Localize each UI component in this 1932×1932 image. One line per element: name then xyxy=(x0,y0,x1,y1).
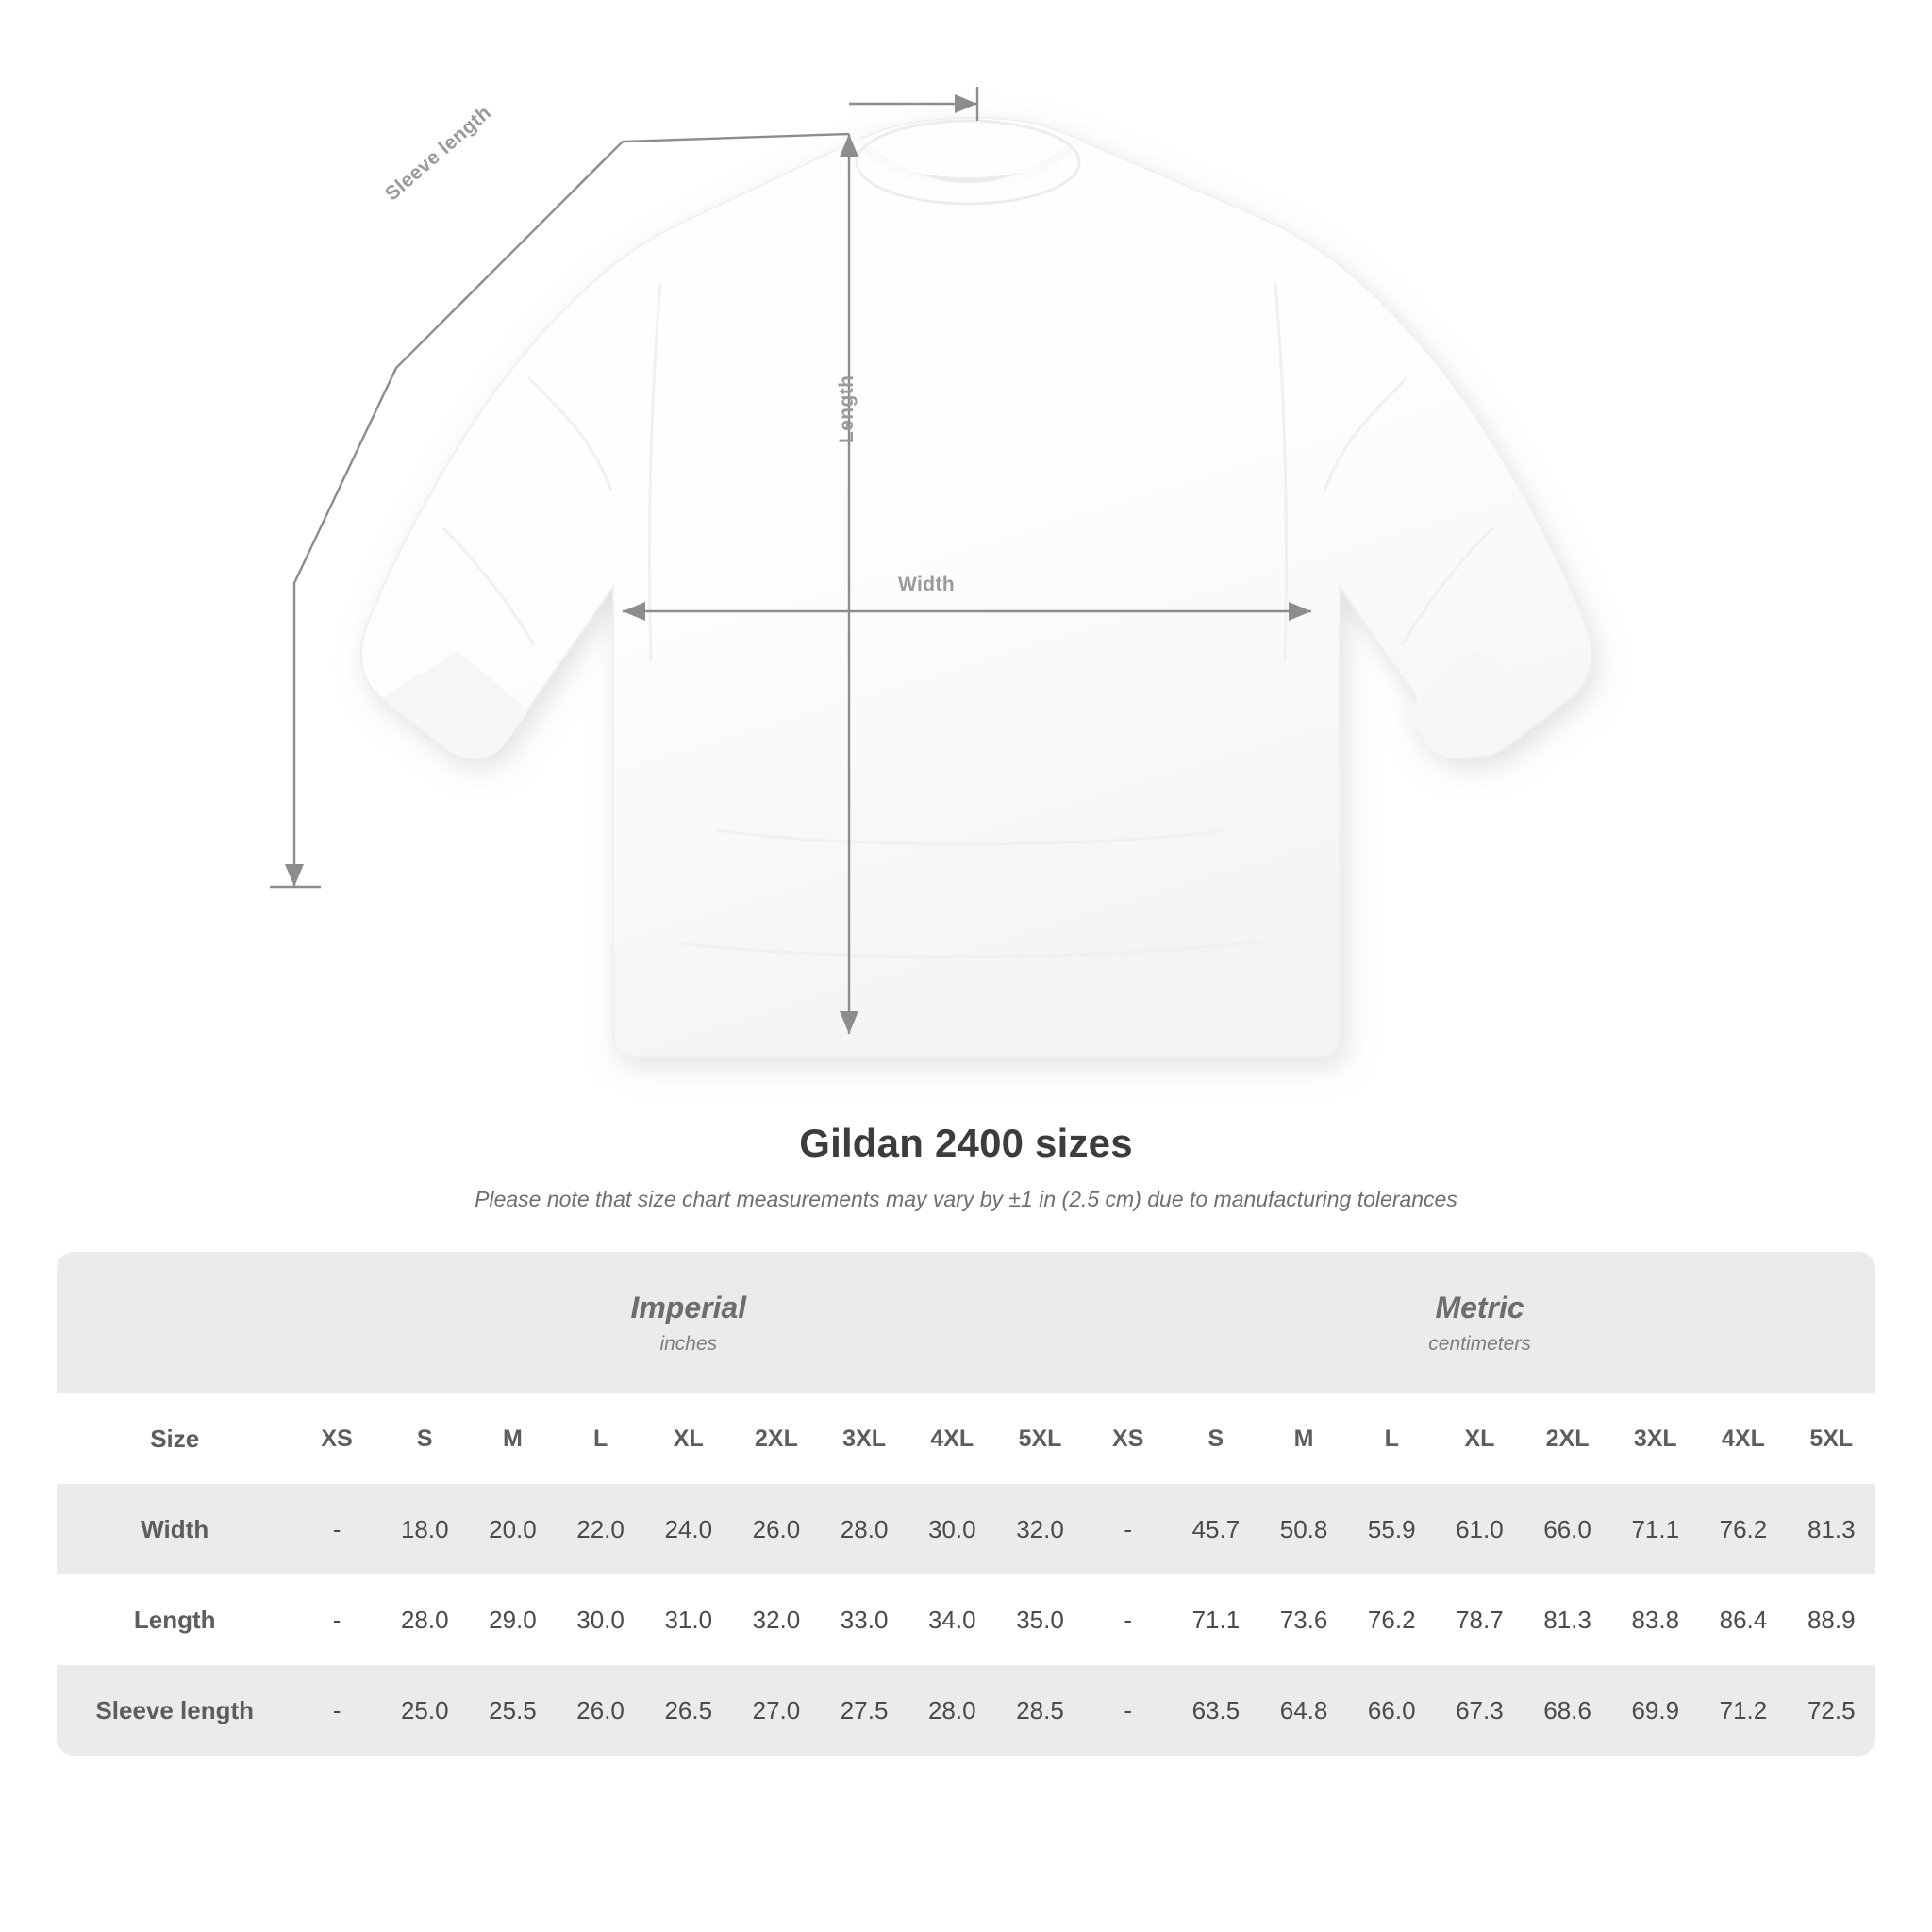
unit-name-imperial: Imperial xyxy=(630,1290,747,1324)
row-label-length: Length xyxy=(57,1574,292,1665)
size-header-metric-xs: XS xyxy=(1084,1393,1172,1484)
row-label-sleeve-length: Sleeve length xyxy=(57,1665,292,1756)
cell-length-imperial-3xl: 33.0 xyxy=(821,1574,908,1665)
cell-width-metric-4xl: 76.2 xyxy=(1699,1484,1787,1574)
cell-sleeve-imperial-xs: - xyxy=(292,1665,380,1756)
size-header-metric-2xl: 2XL xyxy=(1524,1393,1611,1484)
size-header-imperial-xs: XS xyxy=(292,1393,380,1484)
table-row-length xyxy=(57,1574,1875,1665)
cell-sleeve-metric-5xl: 72.5 xyxy=(1788,1665,1876,1756)
cell-length-metric-xs: - xyxy=(1084,1574,1172,1665)
cell-width-metric-xs: - xyxy=(1084,1484,1172,1574)
cell-length-imperial-l: 30.0 xyxy=(557,1574,644,1665)
cell-sleeve-imperial-5xl: 28.5 xyxy=(996,1665,1084,1756)
width-dimension-label: Width xyxy=(898,574,956,595)
size-header-imperial-4xl: 4XL xyxy=(908,1393,996,1484)
cell-width-metric-3xl: 71.1 xyxy=(1611,1484,1699,1574)
page-title: Gildan 2400 sizes xyxy=(799,1121,1133,1165)
cell-width-imperial-xl: 24.0 xyxy=(644,1484,732,1574)
cell-width-imperial-l: 22.0 xyxy=(557,1484,644,1574)
length-dimension-label: Length xyxy=(836,375,858,443)
cell-sleeve-imperial-s: 25.0 xyxy=(381,1665,469,1756)
cell-sleeve-metric-3xl: 69.9 xyxy=(1611,1665,1699,1756)
unit-sub-imperial: inches xyxy=(659,1332,718,1355)
size-header-metric-5xl: 5XL xyxy=(1788,1393,1876,1484)
unit-header-row xyxy=(57,1252,1875,1393)
cell-length-metric-m: 73.6 xyxy=(1259,1574,1347,1665)
size-table-container xyxy=(57,1252,1875,1756)
size-header-metric-s: S xyxy=(1172,1393,1259,1484)
size-header-metric-4xl: 4XL xyxy=(1699,1393,1787,1484)
cell-sleeve-imperial-m: 25.5 xyxy=(469,1665,557,1756)
cell-length-imperial-s: 28.0 xyxy=(381,1574,469,1665)
size-header-imperial-s: S xyxy=(381,1393,469,1484)
cell-width-imperial-5xl: 32.0 xyxy=(996,1484,1084,1574)
cell-sleeve-imperial-3xl: 27.5 xyxy=(821,1665,908,1756)
cell-sleeve-imperial-4xl: 28.0 xyxy=(908,1665,996,1756)
cell-length-metric-l: 76.2 xyxy=(1348,1574,1436,1665)
cell-width-metric-s: 45.7 xyxy=(1172,1484,1259,1574)
cell-length-imperial-4xl: 34.0 xyxy=(908,1574,996,1665)
size-header-imperial-2xl: 2XL xyxy=(732,1393,820,1484)
cell-sleeve-metric-xs: - xyxy=(1084,1665,1172,1756)
cell-width-metric-xl: 61.0 xyxy=(1436,1484,1524,1574)
cell-length-imperial-xs: - xyxy=(292,1574,380,1665)
cell-width-metric-l: 55.9 xyxy=(1348,1484,1436,1574)
cell-length-imperial-xl: 31.0 xyxy=(644,1574,732,1665)
cell-sleeve-metric-xl: 67.3 xyxy=(1436,1665,1524,1756)
cell-width-imperial-3xl: 28.0 xyxy=(821,1484,908,1574)
cell-sleeve-metric-s: 63.5 xyxy=(1172,1665,1259,1756)
cell-length-imperial-5xl: 35.0 xyxy=(996,1574,1084,1665)
tolerance-note: Please note that size chart measurements may vary by ±1 in (2.5 cm) due to manufacturing tolerances xyxy=(475,1187,1457,1211)
row-label-width: Width xyxy=(57,1484,292,1574)
cell-sleeve-imperial-l: 26.0 xyxy=(557,1665,644,1756)
unit-name-metric: Metric xyxy=(1435,1290,1524,1324)
sleeve-length-dimension-label: Sleeve length xyxy=(381,101,496,206)
size-header-label: Size xyxy=(57,1393,292,1484)
size-header-row xyxy=(57,1393,1875,1484)
cell-sleeve-imperial-2xl: 27.0 xyxy=(732,1665,820,1756)
table-row-width xyxy=(57,1484,1875,1574)
cell-length-metric-xl: 78.7 xyxy=(1436,1574,1524,1665)
cell-sleeve-metric-4xl: 71.2 xyxy=(1699,1665,1787,1756)
size-header-imperial-m: M xyxy=(469,1393,557,1484)
unit-sub-metric: centimeters xyxy=(1428,1332,1531,1355)
cell-sleeve-metric-2xl: 68.6 xyxy=(1524,1665,1611,1756)
cell-width-imperial-4xl: 30.0 xyxy=(908,1484,996,1574)
size-table xyxy=(57,1252,1875,1756)
size-header-metric-3xl: 3XL xyxy=(1611,1393,1699,1484)
unit-header-imperial xyxy=(292,1252,1084,1393)
cell-length-metric-s: 71.1 xyxy=(1172,1574,1259,1665)
cell-width-imperial-2xl: 26.0 xyxy=(732,1484,820,1574)
cell-length-imperial-m: 29.0 xyxy=(469,1574,557,1665)
cell-width-metric-2xl: 66.0 xyxy=(1524,1484,1611,1574)
cell-length-metric-3xl: 83.8 xyxy=(1611,1574,1699,1665)
title-block xyxy=(0,1121,1932,1212)
cell-width-metric-5xl: 81.3 xyxy=(1788,1484,1876,1574)
table-corner-cell xyxy=(57,1252,292,1393)
cell-length-metric-4xl: 86.4 xyxy=(1699,1574,1787,1665)
cell-length-metric-5xl: 88.9 xyxy=(1788,1574,1876,1665)
cell-sleeve-imperial-xl: 26.5 xyxy=(644,1665,732,1756)
cell-length-metric-2xl: 81.3 xyxy=(1524,1574,1611,1665)
cell-width-imperial-m: 20.0 xyxy=(469,1484,557,1574)
cell-width-imperial-xs: - xyxy=(292,1484,380,1574)
size-header-imperial-3xl: 3XL xyxy=(821,1393,908,1484)
size-header-imperial-5xl: 5XL xyxy=(996,1393,1084,1484)
cell-length-imperial-2xl: 32.0 xyxy=(732,1574,820,1665)
cell-width-imperial-s: 18.0 xyxy=(381,1484,469,1574)
cell-sleeve-metric-l: 66.0 xyxy=(1348,1665,1436,1756)
size-header-metric-xl: XL xyxy=(1436,1393,1524,1484)
size-header-imperial-l: L xyxy=(557,1393,644,1484)
size-header-metric-m: M xyxy=(1259,1393,1347,1484)
unit-header-metric xyxy=(1084,1252,1875,1393)
size-header-metric-l: L xyxy=(1348,1393,1436,1484)
table-row-sleeve-length xyxy=(57,1665,1875,1756)
cell-sleeve-metric-m: 64.8 xyxy=(1259,1665,1347,1756)
cell-width-metric-m: 50.8 xyxy=(1259,1484,1347,1574)
size-header-imperial-xl: XL xyxy=(644,1393,732,1484)
